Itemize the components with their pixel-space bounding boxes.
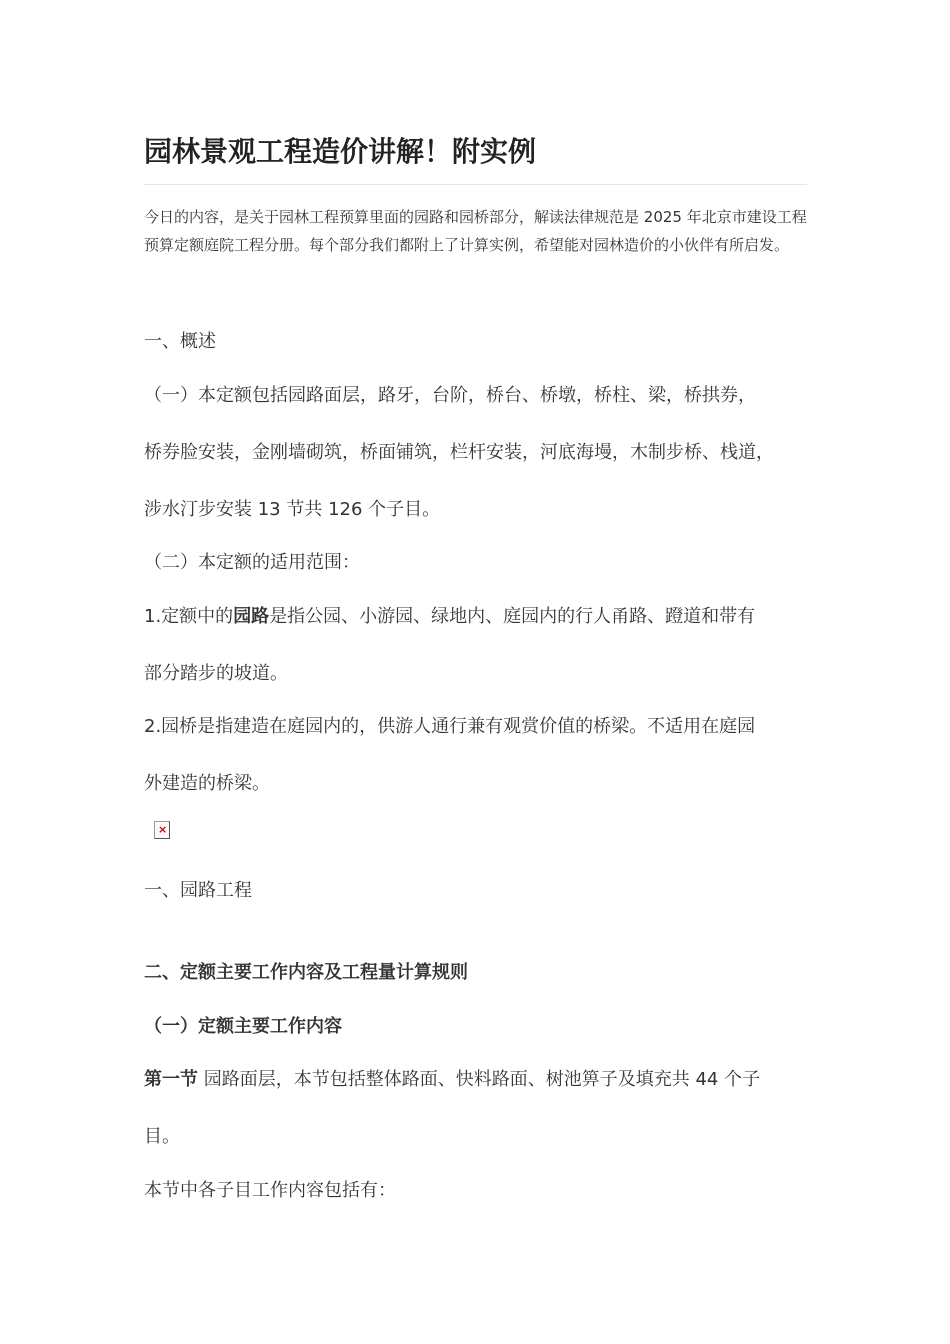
item1-line2: 桥券脸安装，金刚墙砌筑，桥面铺筑，栏杆安装，河底海墁，木制步桥、栈道， — [144, 442, 774, 463]
overview-heading: 一、概述 — [144, 331, 216, 352]
section1-items-intro: 本节中各子目工作内容包括有： — [144, 1180, 396, 1201]
section1-line2: 目。 — [144, 1126, 180, 1147]
scope1-line2: 部分踏步的坡道。 — [144, 663, 288, 684]
article-intro: 今日的内容，是关于园林工程预算里面的园路和园桥部分，解读法律规范是 2025 年北京市建设工程预算定额庭院工程分册。每个部分我们都附上了计算实例，希望能对园林造价的小伙伴有所启发。 — [144, 208, 807, 254]
broken-image-icon — [154, 821, 170, 839]
item2-heading: （二）本定额的适用范围： — [144, 552, 360, 573]
scope1-rest: 是指公园、小游园、绿地内、庭园内的行人甬路、蹬道和带有 — [269, 606, 756, 627]
scope1-line1 — [144, 602, 807, 632]
scope2-line2: 外建造的桥梁。 — [144, 773, 270, 794]
section1-line1 — [144, 1065, 807, 1095]
article-title: 园林景观工程造价讲解！附实例 — [144, 135, 537, 168]
section1-text: 园路面层，本节包括整体路面、快料路面、树池箅子及填充共 44 个子 — [198, 1069, 761, 1090]
item1-line3: 涉水汀步安装 13 节共 126 个子目。 — [144, 499, 441, 520]
section2-heading: 二、定额主要工作内容及工程量计算规则 — [144, 962, 468, 983]
section2-subheading: （一）定额主要工作内容 — [144, 1016, 342, 1037]
section-road-heading: 一、园路工程 — [144, 880, 252, 901]
item1-line1: （一）本定额包括园路面层，路牙，台阶，桥台、桥墩，桥柱、梁，桥拱券， — [144, 385, 756, 406]
broken-image-glyph: × — [158, 823, 168, 836]
section1-label: 第一节 — [144, 1069, 198, 1090]
scope1-bold-term: 园路 — [233, 606, 270, 627]
title-divider — [144, 184, 807, 185]
scope1-prefix: 1.定额中的 — [144, 606, 234, 627]
scope2-line1: 2.园桥是指建造在庭园内的，供游人通行兼有观赏价值的桥梁。不适用在庭园 — [144, 716, 756, 737]
